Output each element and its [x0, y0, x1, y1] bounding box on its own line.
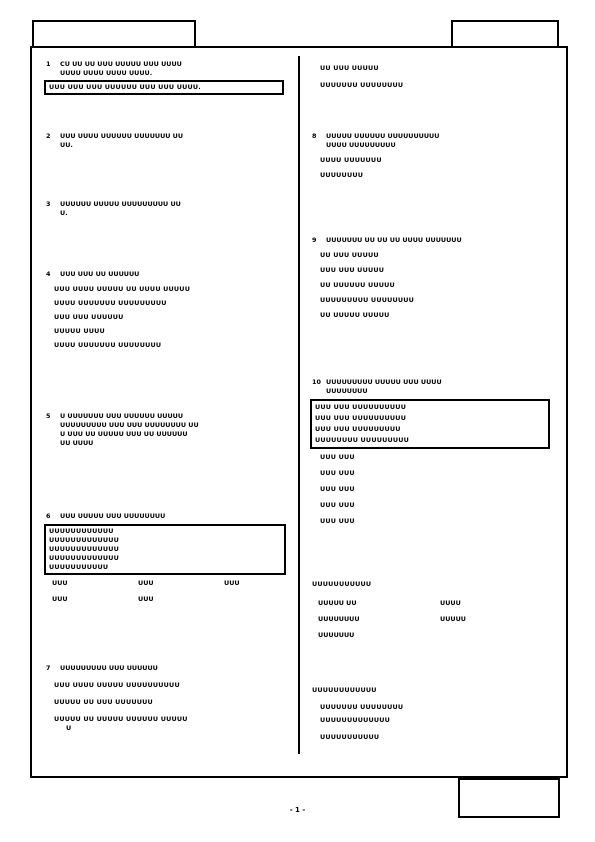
question-text: UUU UUU UU UUUUUU	[60, 270, 140, 278]
option: UUU	[138, 595, 154, 603]
options-row	[312, 597, 556, 609]
question-text: UUUUUUU UU UU UU UUUU UUUUUUU	[326, 236, 462, 244]
list-item: UU UUUUUU UUUUU	[320, 281, 395, 289]
list-item: UUU UUUU UUUUU UU UUUU UUUUU	[54, 285, 191, 293]
question-text: UUUUU UUUUUU UUUUUUUUUU	[326, 132, 440, 140]
question-1	[46, 60, 294, 95]
list-item: UUU UUU	[320, 485, 355, 493]
option: UUUUUUUU	[318, 615, 360, 623]
list-item: UUUUUUUUUUU	[320, 733, 380, 741]
option: UUUUU UU	[318, 599, 357, 607]
question-4	[46, 270, 294, 350]
question-text: UUUU UUUUUUUUU	[326, 141, 396, 149]
question-number: 6	[46, 512, 51, 520]
list-item: UUU UUU	[320, 501, 355, 509]
list-item: UUU UUU UUUUUU	[54, 313, 124, 321]
list-item: UUUUU UUUU	[54, 327, 105, 335]
question-number: 5	[46, 412, 51, 420]
question-text: UUUUUUUUU UUU UUU UUUUUUUU UU	[60, 421, 199, 429]
list-item: UUU UUUU UUUUU UUUUUUUUUU	[54, 681, 180, 689]
option: UUU	[52, 579, 68, 587]
question-text: CU UU UU UUU UUUUU UUU UUUU	[60, 60, 182, 68]
question-10	[312, 378, 556, 526]
box-line: UUU UUU UUUUUUUUU	[315, 425, 401, 433]
question-text: U UUU UU UUUUU UUU UU UUUUUU	[60, 430, 188, 438]
question-text: UU.	[60, 141, 73, 149]
option: UUUUU	[440, 615, 466, 623]
list-item: UUUUUUUUUUUUU	[320, 716, 391, 724]
box-line: UUUUUUUUUUUUU	[49, 554, 120, 562]
list-item: U	[66, 724, 72, 732]
option: UUU	[224, 579, 240, 587]
question-text: UUUUUUUUUUUU	[312, 686, 377, 694]
answer-box	[44, 524, 286, 575]
question-11	[312, 580, 556, 641]
options-row	[312, 613, 556, 625]
list-item: UUUU UUUUUUU UUUUUUUU	[54, 341, 162, 349]
text-line: UU UUU UUUUU	[320, 64, 379, 72]
list-item: UU UUUUU UUUUU	[320, 311, 390, 319]
column-divider	[298, 56, 300, 754]
answer-box	[310, 399, 550, 449]
text-line: UUUUUUU UUUUUUUU	[320, 81, 404, 89]
options-row	[46, 577, 294, 589]
list-item: UU UUU UUUUU	[320, 251, 379, 259]
question-number: 10	[312, 378, 321, 386]
question-text: UUUUUUUUU UUU UUUUUU	[60, 664, 158, 672]
continued-text	[312, 64, 556, 90]
box-line: UUUUUUUUUUU	[49, 563, 109, 571]
question-text: U UUUUUUU UUU UUUUUU UUUUU	[60, 412, 184, 420]
question-number: 4	[46, 270, 51, 278]
list-item: UUUUU UU UUUUU UUUUUU UUUUU	[54, 715, 188, 723]
question-2	[46, 132, 294, 150]
question-text: UUU UUUUU UUU UUUUUUUU	[60, 512, 166, 520]
box-line: UUUUUUUUUUUUU	[49, 536, 120, 544]
question-number: 1	[46, 60, 51, 68]
box-line: UUUUUUUUUUUU	[49, 527, 114, 535]
option: UUUU	[440, 599, 461, 607]
question-number: 8	[312, 132, 317, 140]
question-number: 9	[312, 236, 317, 244]
question-number: 7	[46, 664, 51, 672]
question-5	[46, 412, 294, 448]
question-number: 2	[46, 132, 51, 140]
question-text: UU UUUU	[60, 439, 94, 447]
options-row	[312, 629, 556, 641]
list-item: UUU UUU UUUUU	[320, 266, 385, 274]
option: UUU	[52, 595, 68, 603]
box-line: UUU UUU UUUUUUUUUU	[315, 403, 407, 411]
answer-box: UUU UUU UUU UUUUUU UUU UUU UUUU.	[44, 80, 284, 95]
list-item: UUUUUUUU	[320, 171, 364, 179]
option: UUUUUUU	[318, 631, 355, 639]
list-item: UUUUUUUUU UUUUUUUU	[320, 296, 415, 304]
list-item: UUU UUU	[320, 469, 355, 477]
question-text: UUUUUUUUU UUUUU UUU UUUU	[326, 378, 442, 386]
list-item: UUU UUU	[320, 517, 355, 525]
list-item: UUUUUUU UUUUUUUU	[320, 703, 404, 711]
box-line: UUUUUUUU UUUUUUUUU	[315, 436, 410, 444]
question-6	[46, 512, 294, 605]
question-text: UUUU UUUU UUUU UUUU.	[60, 69, 153, 77]
list-item: UUUUU UU UUU UUUUUUU	[54, 698, 153, 706]
question-number: 3	[46, 200, 51, 208]
options-row	[46, 593, 294, 605]
question-text: UUU UUUU UUUUUU UUUUUUU UU	[60, 132, 184, 140]
question-text: UUUUUUUU	[326, 387, 368, 395]
box-line: UUUUUUUUUUUUU	[49, 545, 120, 553]
question-text: UUUUUU UUUUU UUUUUUUUU UU	[60, 200, 181, 208]
box-line: UUU UUU UUUUUUUUUU	[315, 414, 407, 422]
question-3	[46, 200, 294, 218]
question-12	[312, 686, 556, 742]
question-text: U.	[60, 209, 68, 217]
question-7	[46, 664, 294, 733]
question-9	[312, 236, 556, 320]
list-item: UUUU UUUUUUU UUUUUUUUU	[54, 299, 167, 307]
list-item: UUUU UUUUUUU	[320, 156, 382, 164]
question-8	[312, 132, 556, 180]
option: UUU	[138, 579, 154, 587]
question-text: UUUUUUUUUUU	[312, 580, 372, 588]
page-number: - 1 -	[289, 806, 306, 814]
list-item: UUU UUU	[320, 453, 355, 461]
